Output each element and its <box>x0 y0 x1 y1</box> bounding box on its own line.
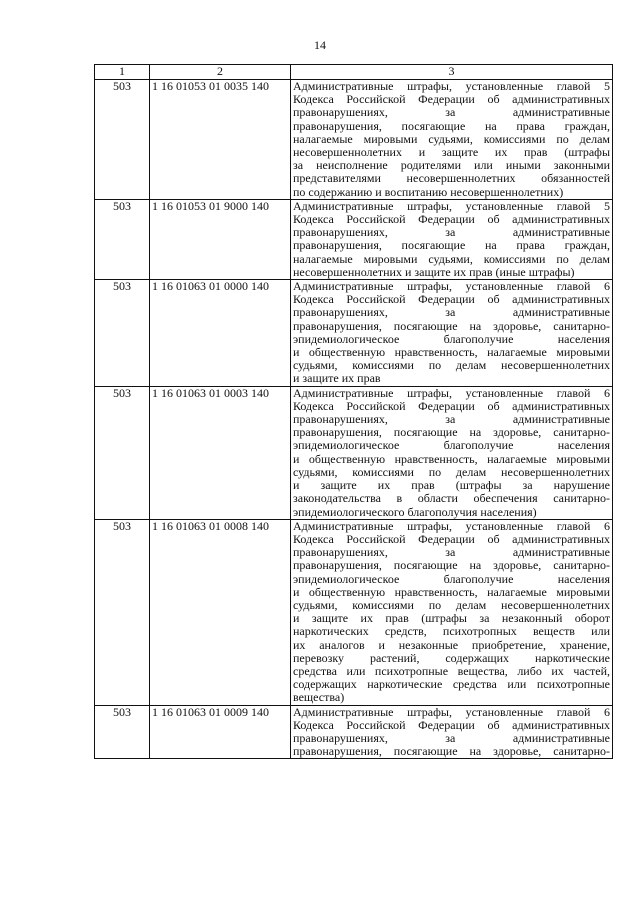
table-row <box>95 705 613 759</box>
description-line: эпидемиологического благополучия населения) <box>293 504 537 519</box>
description-cell <box>291 386 613 519</box>
description-line: правонарушения, посягающие на права граждан, <box>293 238 610 253</box>
description-line: Кодекса Российской Федерации об административных <box>293 92 610 107</box>
table-row <box>95 80 613 200</box>
column-header-3: 3 <box>291 65 613 80</box>
description-line: правонарушениях, за административные <box>293 105 610 120</box>
description-line: средства или психотропные вещества, либо их частей, <box>293 663 610 678</box>
description-line: Административные штрафы, установленные главой 6 <box>293 385 610 400</box>
description-line: правонарушениях, за административные <box>293 412 610 427</box>
description-line: Кодекса Российской Федерации об административных <box>293 212 610 227</box>
description-line: эпидемиологическое благополучие населения <box>293 571 610 586</box>
description-line: правонарушениях, за административные <box>293 730 610 745</box>
description-line: Кодекса Российской Федерации об административных <box>293 398 610 413</box>
kbk-code-cell: 1 16 01063 01 0003 140 <box>150 386 291 519</box>
description-line: правонарушения, посягающие на здоровье, санитарно- <box>293 318 610 333</box>
admin-code-cell: 503 <box>95 386 150 519</box>
table-row <box>95 199 613 279</box>
description-line: судьями, комиссиями по делам несовершеннолетних <box>293 464 610 479</box>
description-line: и общественную нравственность, налагаемые мировыми <box>293 584 610 599</box>
description-line: правонарушения, посягающие на здоровье, санитарно- <box>293 558 610 573</box>
description-line: и общественную нравственность, налагаемые мировыми <box>293 451 610 466</box>
description-cell <box>291 519 613 705</box>
description-line: эпидемиологическое благополучие населения <box>293 331 610 346</box>
description-line: и общественную нравственность, налагаемые мировыми <box>293 345 610 360</box>
table-header-row <box>95 65 613 80</box>
description-line: и защите их прав (штрафы за нарушение <box>293 478 610 493</box>
description-line: судьями, комиссиями по делам несовершеннолетних <box>293 597 610 612</box>
description-line: законодательства в области обеспечения санитарно- <box>293 491 610 506</box>
kbk-code-cell: 1 16 01063 01 0009 140 <box>150 705 291 759</box>
admin-code-cell: 503 <box>95 80 150 200</box>
description-cell <box>291 705 613 759</box>
description-line: правонарушениях, за административные <box>293 545 610 560</box>
description-line: правонарушения, посягающие на здоровье, санитарно- <box>293 425 610 440</box>
description-line: перевозку растений, содержащих наркотические <box>293 650 610 665</box>
description-line: налагаемые мировыми судьями, комиссиями по делам <box>293 251 610 266</box>
description-line: налагаемые мировыми судьями, комиссиями по делам <box>293 131 610 146</box>
description-cell <box>291 199 613 279</box>
description-line: наркотических средств, психотропных веществ или <box>293 624 610 639</box>
description-line: Административные штрафы, установленные главой 5 <box>293 198 610 213</box>
admin-code-cell: 503 <box>95 280 150 387</box>
description-line: правонарушения, посягающие на здоровье, санитарно- <box>293 744 610 759</box>
description-line: Кодекса Российской Федерации об административных <box>293 531 610 546</box>
description-line: судьями, комиссиями по делам несовершеннолетних <box>293 358 610 373</box>
description-line: представителями несовершеннолетних обязанностей <box>293 171 610 186</box>
column-header-2: 2 <box>150 65 291 80</box>
description-line: вещества) <box>293 690 345 705</box>
table-row <box>95 386 613 519</box>
description-line: правонарушениях, за административные <box>293 305 610 320</box>
description-line: Кодекса Российской Федерации об административных <box>293 717 610 732</box>
description-line: по содержанию и воспитанию несовершеннолетних) <box>293 184 564 199</box>
table-body <box>95 80 613 759</box>
table-row <box>95 280 613 387</box>
description-line: за неисполнение родителями или иными законными <box>293 158 610 173</box>
description-line: и защите их прав (штрафы за незаконный оборот <box>293 611 610 626</box>
description-line: Административные штрафы, установленные главой 6 <box>293 518 610 533</box>
description-line: и защите их прав <box>293 371 381 386</box>
description-line: их аналогов и незаконные приобретение, хранение, <box>293 637 610 652</box>
description-line: правонарушениях, за административные <box>293 225 610 240</box>
kbk-code-cell: 1 16 01063 01 0008 140 <box>150 519 291 705</box>
budget-classification-table <box>94 64 613 759</box>
kbk-code-cell: 1 16 01053 01 0035 140 <box>150 80 291 200</box>
table-row <box>95 519 613 705</box>
kbk-code-cell: 1 16 01053 01 9000 140 <box>150 199 291 279</box>
description-line: Кодекса Российской Федерации об административных <box>293 292 610 307</box>
description-line: Административные штрафы, установленные главой 5 <box>293 79 610 93</box>
column-header-1: 1 <box>95 65 150 80</box>
description-line: Административные штрафы, установленные главой 6 <box>293 704 610 719</box>
description-line: несовершеннолетних и защите их прав (штрафы <box>293 145 610 160</box>
description-line: правонарушения, посягающие на права граждан, <box>293 118 610 133</box>
description-cell <box>291 80 613 200</box>
description-cell <box>291 280 613 387</box>
description-line: содержащих наркотические средства или психотропные <box>293 677 610 692</box>
admin-code-cell: 503 <box>95 519 150 705</box>
description-line: несовершеннолетних и защите их прав (иные штрафы) <box>293 264 575 279</box>
kbk-code-cell: 1 16 01063 01 0000 140 <box>150 280 291 387</box>
admin-code-cell: 503 <box>95 199 150 279</box>
page-number: 14 <box>314 38 326 52</box>
admin-code-cell: 503 <box>95 705 150 759</box>
description-line: эпидемиологическое благополучие населения <box>293 438 610 453</box>
description-line: Административные штрафы, установленные главой 6 <box>293 279 610 294</box>
